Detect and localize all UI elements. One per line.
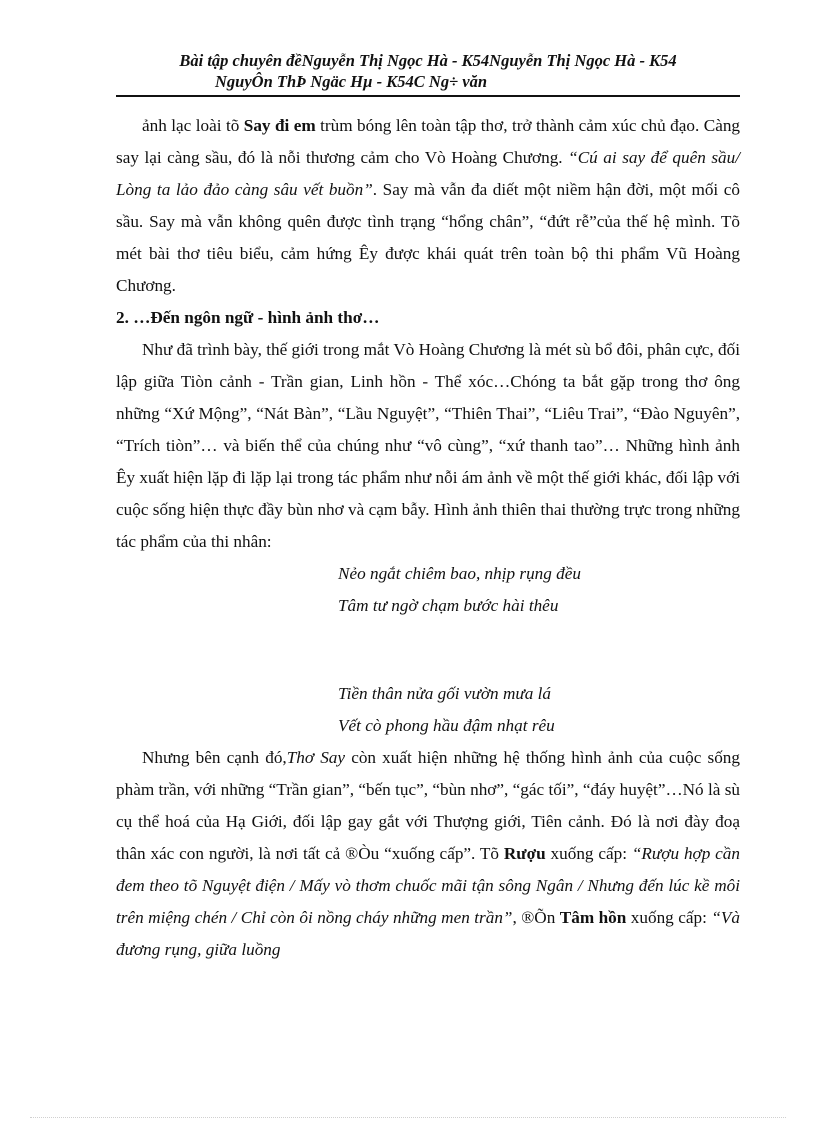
p3-text-1: Nhưng bên cạnh đó, — [142, 748, 287, 767]
p3-bold-1: Rượu — [503, 844, 546, 863]
header-line-1: Bài tập chuyên đềNguyễn Thị Ngọc Hà - K54Nguyễn Thị Ngọc Hà - K54 — [179, 51, 677, 70]
p3-quote-1: “Rượu hợp cần đem theo tõ Nguyệt điện / Mấy vò thơm chuốc mãi tận sông Ngân / Nhưng đến lúc kề môi trên miệng chén / Chỉ còn ôi nồng cháy những men trần” — [116, 844, 740, 927]
section-heading-2: 2. …Đến ngôn ngữ - hình ảnh thơ… — [116, 308, 380, 327]
document-body — [116, 110, 740, 966]
p3-italic-title: Thơ Say — [286, 748, 346, 767]
header-line-2: NguyÔn ThÞ Ngäc Hµ - K54C Ng÷ văn — [215, 72, 488, 91]
verse-line: Tiền thân nửa gối vườn mưa lá — [338, 684, 551, 703]
p1-text-2: trùm bóng lên toàn tập thơ, trở thành cảm xúc chủ đạo. Càng say lại càng sầu, đó là nỗi thương cảm cho Vò Hoàng Chương. — [116, 116, 741, 167]
verse-line: Nẻo ngắt chiêm bao, nhịp rụng đều — [338, 564, 581, 583]
p1-bold-title: Say đi em — [243, 116, 316, 135]
p3-text-5: xuống cấp: — [626, 908, 712, 927]
verse-line: Tâm tư ngờ chạm bước hài thêu — [338, 596, 559, 615]
running-header — [116, 50, 740, 92]
p3-text-3: xuống cấp: — [545, 844, 632, 863]
p3-quote-2: “Và đương rụng, giữa luồng — [116, 908, 740, 959]
page-bottom-border — [30, 1117, 786, 1118]
p1-quote: “Cú ai say để quên sầu/ Lòng ta lảo đảo càng sâu vết buồn” — [116, 148, 740, 199]
p1-text-1: ảnh lạc loài tõ — [142, 116, 244, 135]
p3-text-4: , ®Õn — [512, 908, 560, 927]
stanza-gap — [116, 622, 740, 678]
p3-bold-2: Tâm hồn — [559, 908, 627, 927]
paragraph-3 — [116, 742, 740, 966]
paragraph-1 — [116, 110, 740, 302]
header-rule — [116, 95, 740, 97]
paragraph-2: Như đã trình bày, thế giới trong mắt Vò Hoàng Chương là mét sù bổ đôi, phân cực, đối lập giữa Tiòn cảnh - Trần gian, Linh hồn - Thể xóc…Chóng ta bắt gặp trong thơ ông những “Xứ Mộng”, “Nát Bàn”, “Lầu Nguyệt”, “Thiên Thai”, “Liêu Trai”, “Đào Nguyên”, “Trích tiòn”… và biến thể của chúng như “vô cùng”, “xứ thanh tao”… Những hình ảnh Êy xuất hiện lặp đi lặp lại trong tác phẩm như nỗi ám ảnh về một thế giới khác, đối lập với cuộc sống hiện thực đầy bùn nhơ và cạm bẫy. Hình ảnh thiên thai thường trực trong những tác phẩm của thi nhân: — [116, 340, 740, 551]
verse-line: Vết cò phong hầu đậm nhạt rêu — [338, 716, 555, 735]
p1-text-3: . Say mà vẫn đa diết một niềm hận đời, một mối cô sầu. Say mà vẫn không quên được tình trạng “hổng chân”, “đứt rễ”của thế hệ mình. Tõ mét bài thơ tiêu biểu, cảm hứng Êy được khái quát trên toàn bộ thi phẩm Vũ Hoàng Chương. — [116, 180, 740, 295]
p3-text-2: còn xuất hiện những hệ thống hình ảnh của cuộc sống phàm trần, với những “Trần gian”, “bến tục”, “bùn nhơ”, “gác tối”, “đáy huyệt”…Nó là sù cụ thể hoá của Hạ Giới, đối lập gay gắt với Thượng giới, Tiên cảnh. Đó là nơi đày đoạ thân xác con người, là nơi tất cả ®Òu “xuống cấp”. Tõ — [116, 748, 740, 863]
